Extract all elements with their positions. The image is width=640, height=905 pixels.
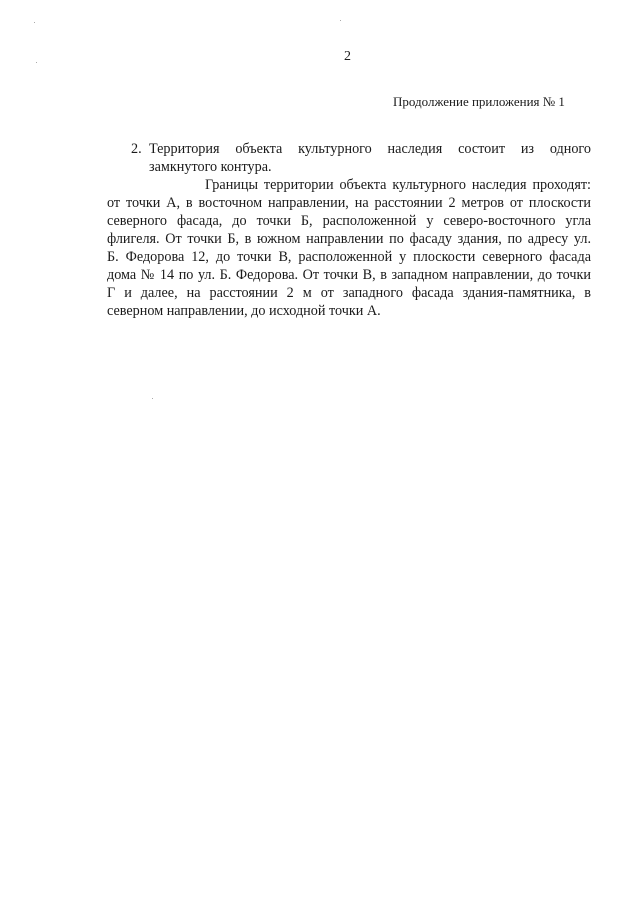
paragraph-line: Границы территории объекта культурного наследия проходят: — [205, 177, 591, 193]
paragraph-line: дома № 14 по ул. Б. Федорова. От точки В, в западном направлении, до точки — [107, 267, 591, 283]
paragraph-line: от точки А, в восточном направлении, на расстоянии 2 метров от плоскости — [107, 195, 591, 211]
item-line: замкнутого контура. — [149, 159, 272, 175]
paragraph-line: северном направлении, до исходной точки А. — [107, 303, 381, 319]
item-number: 2. — [131, 141, 142, 157]
scan-speck — [152, 398, 153, 399]
appendix-continuation-header: Продолжение приложения № 1 — [393, 94, 565, 109]
scan-speck — [34, 22, 35, 23]
paragraph-line: флигеля. От точки Б, в южном направлении по фасаду здания, по адресу ул. — [107, 231, 591, 247]
paragraph-line: Б. Федорова 12, до точки В, расположенной у плоскости северного фасада — [107, 249, 591, 265]
paragraph-line: Г и далее, на расстоянии 2 м от западного фасада здания-памятника, в — [107, 285, 591, 301]
paragraph-line: северного фасада, до точки Б, расположенной у северо-восточного угла — [107, 213, 591, 229]
item-line: Территория объекта культурного наследия состоит из одного — [149, 141, 591, 157]
scan-speck — [340, 20, 341, 21]
scan-speck — [36, 62, 37, 63]
page-number: 2 — [344, 49, 351, 64]
